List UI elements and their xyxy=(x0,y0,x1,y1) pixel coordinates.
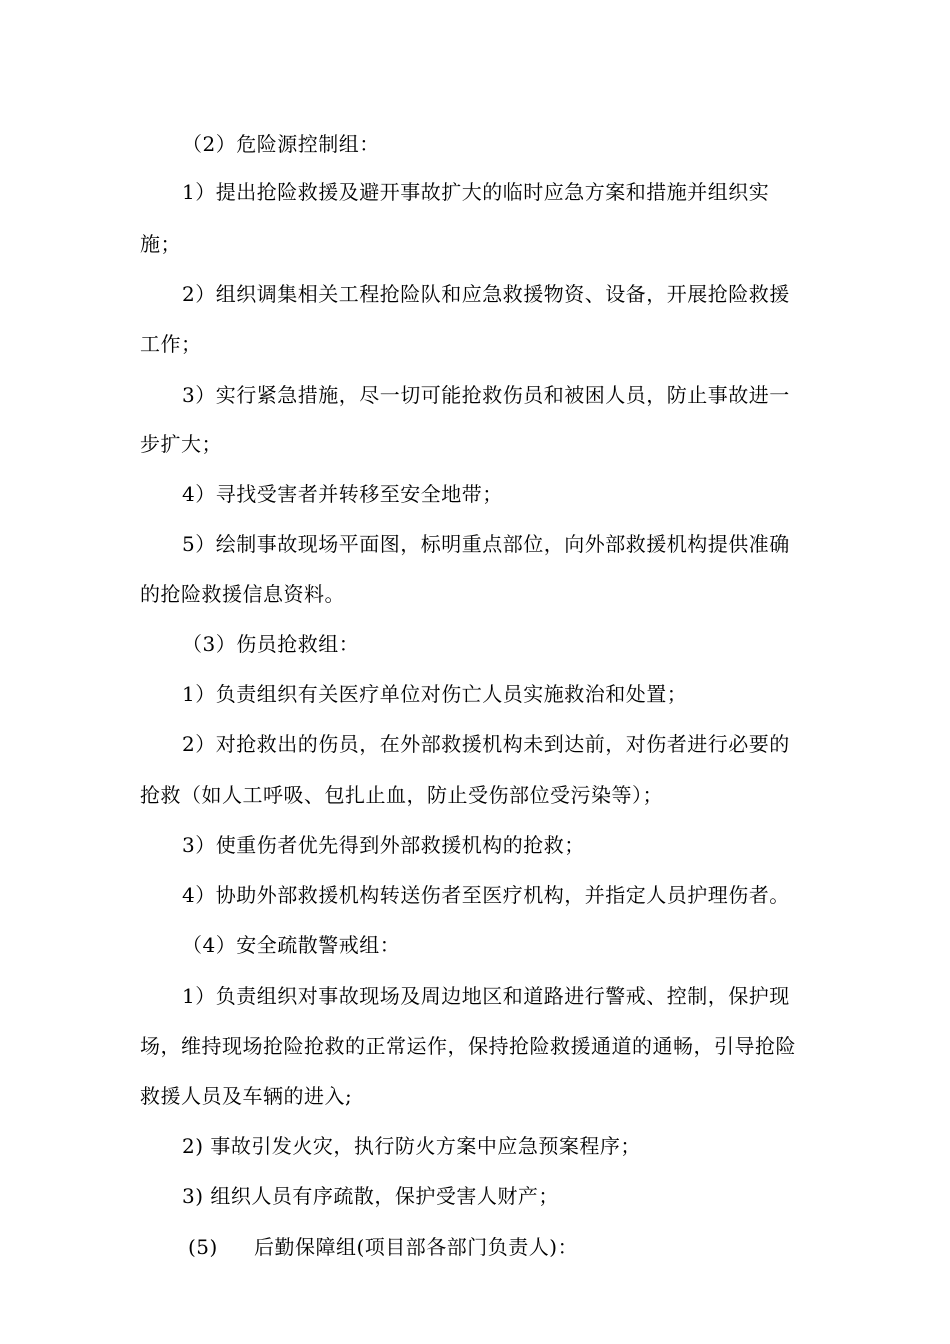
section-heading-5 xyxy=(188,1235,578,1259)
paragraph-line: 3) 组织人员有序疏散，保护受害人财产； xyxy=(182,1184,559,1208)
section-title: 后勤保障组(项目部各部门负责人)： xyxy=(254,1235,579,1259)
paragraph-line: 1）负责组织有关医疗单位对伤亡人员实施救治和处置； xyxy=(182,682,688,706)
paragraph-line: 场，维持现场抢险抢救的正常运作，保持抢险救援通道的通畅，引导抢险 xyxy=(140,1034,796,1058)
paragraph-line: 救援人员及车辆的进入; xyxy=(140,1084,353,1108)
paragraph-line: 1）提出抢险救援及避开事故扩大的临时应急方案和措施并组织实 xyxy=(182,180,770,204)
section-heading-4: （4）安全疏散警戒组： xyxy=(182,933,401,957)
paragraph-line: 4）寻找受害者并转移至安全地带； xyxy=(182,482,503,506)
paragraph-line: 5）绘制事故现场平面图，标明重点部位，向外部救援机构提供准确 xyxy=(182,532,790,556)
paragraph-line: 4）协助外部救援机构转送伤者至医疗机构，并指定人员护理伤者。 xyxy=(182,883,790,907)
paragraph-line: 3）使重伤者优先得到外部救援机构的抢救； xyxy=(182,833,585,857)
section-heading-2: （2）危险源控制组： xyxy=(182,132,380,156)
paragraph-line: 2）组织调集相关工程抢险队和应急救援物资、设备，开展抢险救援 xyxy=(182,282,790,306)
paragraph-line: 施； xyxy=(140,232,181,256)
paragraph-line: 工作； xyxy=(140,332,202,356)
paragraph-line: 的抢险救援信息资料。 xyxy=(140,582,345,606)
section-number: (5) xyxy=(188,1235,218,1259)
paragraph-line: 2）对抢救出的伤员，在外部救援机构未到达前，对伤者进行必要的 xyxy=(182,732,790,756)
paragraph-line: 3）实行紧急措施，尽一切可能抢救伤员和被困人员，防止事故进一 xyxy=(182,383,790,407)
paragraph-line: 1）负责组织对事故现场及周边地区和道路进行警戒、控制，保护现 xyxy=(182,984,790,1008)
paragraph-line: 2) 事故引发火灾，执行防火方案中应急预案程序； xyxy=(182,1134,641,1158)
paragraph-line: 步扩大； xyxy=(140,432,222,456)
paragraph-line: 抢救（如人工呼吸、包扎止血，防止受伤部位受污染等）； xyxy=(140,783,663,807)
section-heading-3: （3）伤员抢救组： xyxy=(182,632,360,656)
